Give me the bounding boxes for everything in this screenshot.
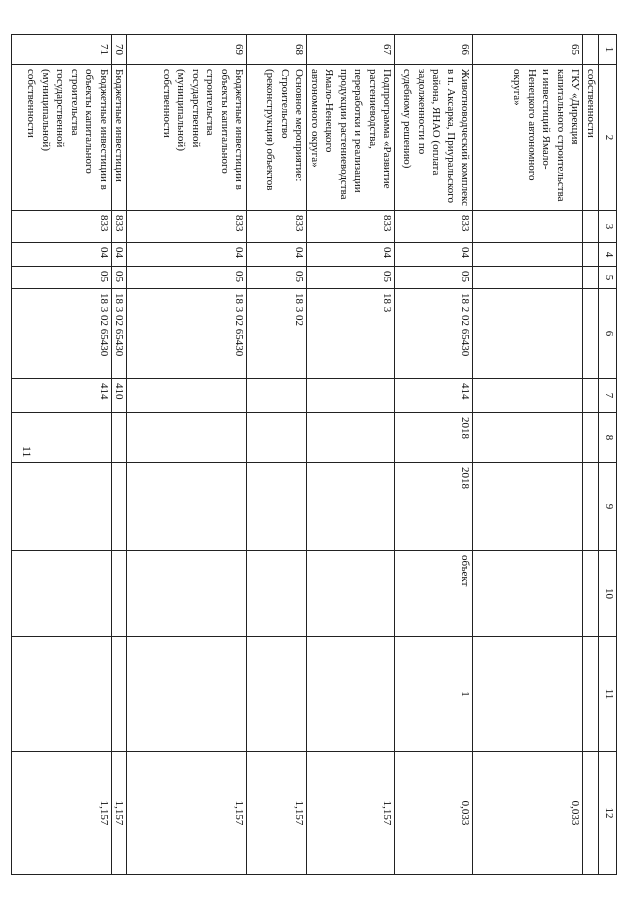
- table-cell: [307, 551, 395, 637]
- table-cell: [247, 463, 307, 551]
- column-header: 2: [599, 65, 617, 211]
- table-cell: 833: [247, 211, 307, 243]
- table-cell: [473, 551, 583, 637]
- table-cell: 04: [395, 243, 473, 267]
- row-name-cell: Бюджетные инвестиции: [112, 65, 128, 211]
- table-row: [112, 35, 128, 875]
- table-cell: [12, 413, 112, 463]
- table-cell: [112, 551, 128, 637]
- column-header: 10: [599, 551, 617, 637]
- row-name-cell: Бюджетные инвестиции в объекты капитального строительства государственной (муниципальной) собственности: [127, 65, 247, 211]
- table-cell: 1,157: [307, 752, 395, 875]
- row-name-cell: собственности: [583, 65, 599, 211]
- table-cell: [12, 637, 112, 752]
- table-cell: 18 3 02 65430: [12, 289, 112, 379]
- table-cell: [307, 637, 395, 752]
- row-number-cell: 65: [473, 35, 583, 65]
- table-cell: 18 3: [307, 289, 395, 379]
- row-number-cell: 68: [247, 35, 307, 65]
- table-cell: 1,157: [12, 752, 112, 875]
- column-header: 11: [599, 637, 617, 752]
- table-cell: 833: [12, 211, 112, 243]
- table-cell: [583, 211, 599, 243]
- table-cell: [307, 463, 395, 551]
- table-cell: [473, 463, 583, 551]
- table-cell: объект: [395, 551, 473, 637]
- table-cell: 05: [127, 267, 247, 289]
- row-name-cell: ГКУ «Дирекция капитального строительства и инвестиций Ямало-Ненецкого автономного округа»: [473, 65, 583, 211]
- table-cell: [112, 413, 128, 463]
- table-cell: 05: [247, 267, 307, 289]
- page-number: 11: [20, 446, 34, 458]
- table-cell: 410: [112, 379, 128, 413]
- table-cell: [583, 243, 599, 267]
- table-cell: 0,033: [473, 752, 583, 875]
- table-cell: [112, 637, 128, 752]
- table-cell: 05: [307, 267, 395, 289]
- table-row: [127, 35, 247, 875]
- column-header: 7: [599, 379, 617, 413]
- table-cell: 1: [395, 637, 473, 752]
- table-cell: [247, 379, 307, 413]
- table-cell: [127, 551, 247, 637]
- table-cell: [127, 637, 247, 752]
- table-cell: 04: [307, 243, 395, 267]
- table-cell: 05: [112, 267, 128, 289]
- column-header: 6: [599, 289, 617, 379]
- table-row: [12, 35, 112, 875]
- table-cell: 2018: [395, 463, 473, 551]
- table-cell: [247, 551, 307, 637]
- table-cell: [473, 243, 583, 267]
- table-cell: 1,157: [127, 752, 247, 875]
- table-cell: [473, 267, 583, 289]
- table-row: [583, 35, 599, 875]
- table-cell: 1,157: [112, 752, 128, 875]
- table-cell: 18 2 02 65430: [395, 289, 473, 379]
- table-cell: [127, 379, 247, 413]
- table-cell: [247, 413, 307, 463]
- table-cell: 833: [395, 211, 473, 243]
- table-cell: [583, 267, 599, 289]
- table-cell: [583, 637, 599, 752]
- table-cell: [473, 413, 583, 463]
- row-number-cell: [583, 35, 599, 65]
- table-cell: [247, 637, 307, 752]
- table-row: [247, 35, 307, 875]
- table-cell: [583, 551, 599, 637]
- table-cell: [583, 289, 599, 379]
- table-cell: 18 3 02: [247, 289, 307, 379]
- column-header: 5: [599, 267, 617, 289]
- table-cell: 833: [112, 211, 128, 243]
- column-header: 4: [599, 243, 617, 267]
- table-cell: 05: [12, 267, 112, 289]
- table-row: [473, 35, 583, 875]
- table-cell: 833: [307, 211, 395, 243]
- header-row: [599, 35, 617, 875]
- row-name-cell: Бюджетные инвестиции в объекты капитального строительства государственной (муниципальной) собственности: [12, 65, 112, 211]
- table-row: [395, 35, 473, 875]
- table-cell: [127, 413, 247, 463]
- table-cell: [473, 289, 583, 379]
- budget-table: [11, 34, 617, 875]
- row-number-cell: 70: [112, 35, 128, 65]
- column-header: 8: [599, 413, 617, 463]
- column-header: 9: [599, 463, 617, 551]
- table-cell: 2018: [395, 413, 473, 463]
- table-cell: [473, 211, 583, 243]
- row-number-cell: 67: [307, 35, 395, 65]
- column-header: 1: [599, 35, 617, 65]
- row-name-cell: Подпрограмма «Развитие растениеводства, переработки и реализации продукции растениеводства Ямало-Ненецкого автономного округа»: [307, 65, 395, 211]
- table-row: [307, 35, 395, 875]
- row-name-cell: Основное мероприятие: Строительство (реконструкция) объектов: [247, 65, 307, 211]
- table-cell: 1,157: [247, 752, 307, 875]
- table-cell: [583, 752, 599, 875]
- table-cell: [473, 379, 583, 413]
- table-cell: 04: [127, 243, 247, 267]
- table-cell: [12, 463, 112, 551]
- table-cell: 833: [127, 211, 247, 243]
- table-cell: [307, 413, 395, 463]
- table-cell: [307, 379, 395, 413]
- table-cell: [127, 463, 247, 551]
- budget-table-sheet: [11, 34, 617, 875]
- row-number-cell: 66: [395, 35, 473, 65]
- table-cell: 18 3 02 65430: [112, 289, 128, 379]
- table-cell: [473, 637, 583, 752]
- table-cell: 414: [395, 379, 473, 413]
- row-number-cell: 69: [127, 35, 247, 65]
- table-cell: 05: [395, 267, 473, 289]
- table-cell: [583, 379, 599, 413]
- row-number-cell: 71: [12, 35, 112, 65]
- table-cell: 04: [247, 243, 307, 267]
- table-cell: [112, 463, 128, 551]
- table-cell: 04: [112, 243, 128, 267]
- column-header: 3: [599, 211, 617, 243]
- column-header: 12: [599, 752, 617, 875]
- table-cell: 04: [12, 243, 112, 267]
- table-cell: 18 3 02 65430: [127, 289, 247, 379]
- table-cell: 0,033: [395, 752, 473, 875]
- row-name-cell: Животноводческий комплекс в п. Аксарка, Приуральского района, ЯНАО (оплата задолженности по судебному решению): [395, 65, 473, 211]
- table-cell: [583, 463, 599, 551]
- table-cell: 414: [12, 379, 112, 413]
- table-cell: [12, 551, 112, 637]
- table-cell: [583, 413, 599, 463]
